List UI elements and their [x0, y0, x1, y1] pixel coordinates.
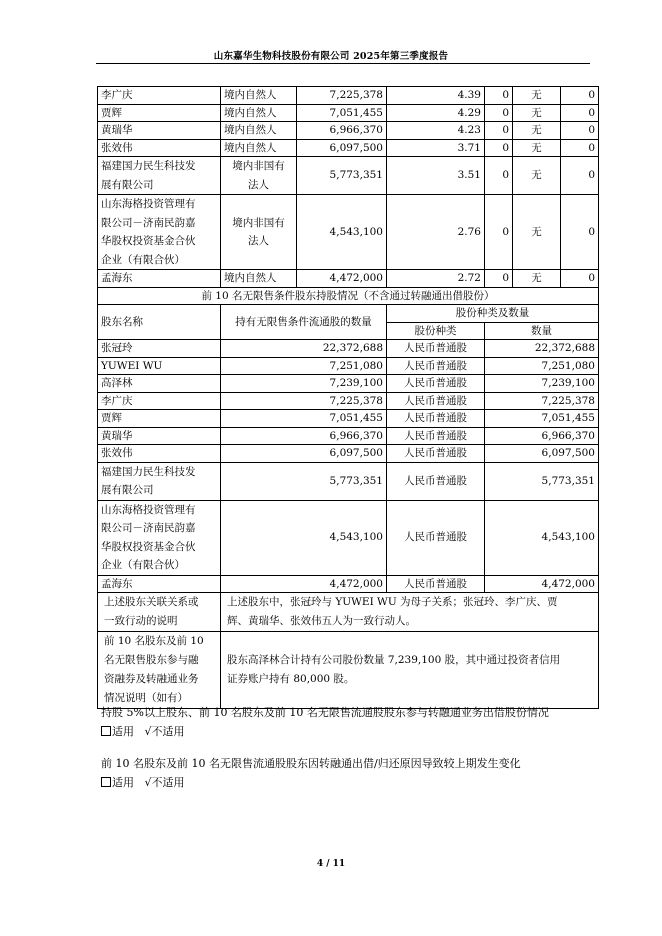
shareholder-nature: 境内自然人: [221, 104, 297, 122]
unrestricted-amount: 7,225,378: [221, 392, 387, 410]
table-row: [98, 195, 599, 270]
share-quantity: 22,372,688: [485, 340, 599, 358]
share-class: 人民币普通股: [387, 445, 485, 463]
col-head-shareholder-name: 股东名称: [98, 305, 221, 340]
text-line: 境内非国有: [232, 216, 285, 229]
text-line: 证券账户持有 80,000 股。: [227, 673, 355, 685]
unrestricted-amount: 7,051,455: [221, 410, 387, 428]
text-line: 山东海格投资管理有: [101, 503, 196, 516]
restricted-shares: 0: [485, 104, 513, 122]
text-line: 展有限公司: [101, 178, 154, 191]
shareholder-name: 贾辉: [98, 410, 221, 428]
pledged-shares: 0: [561, 87, 599, 105]
pledge-status: 无: [513, 104, 561, 122]
table-row: [98, 427, 599, 445]
lending-disclosure-options: [101, 722, 549, 741]
holding-ratio: 4.29: [387, 104, 485, 122]
shareholder-name: 李广庆: [98, 87, 221, 105]
restricted-shares: 0: [485, 122, 513, 140]
pledge-status: 无: [513, 122, 561, 140]
share-quantity: 7,239,100: [485, 375, 599, 393]
shares-held: 7,225,378: [297, 87, 387, 105]
unrestricted-amount: 6,966,370: [221, 427, 387, 445]
table-row: [98, 500, 599, 575]
margin-trading-label: [98, 632, 221, 709]
shareholder-table: [97, 86, 599, 709]
table-row: [98, 445, 599, 463]
lending-change-disclosure: [101, 754, 521, 792]
text-line: 华股权投资基金合伙: [101, 540, 196, 553]
table-row: [98, 462, 599, 500]
lending-change-options: [101, 773, 521, 792]
holding-ratio: 4.39: [387, 87, 485, 105]
text-line: 情况说明（如有）: [104, 692, 188, 704]
table-row: [98, 270, 599, 288]
holding-ratio: 3.51: [387, 157, 485, 195]
unrestricted-section-title: 前 10 名无限售条件股东持股情况（不含通过转融通出借股份）: [98, 287, 599, 305]
pledge-status: 无: [513, 87, 561, 105]
text-line: 辉、黄瑞华、张效伟五人为一致行动人。: [227, 615, 416, 627]
shareholder-name: 贾辉: [98, 104, 221, 122]
share-quantity: 5,773,351: [485, 462, 599, 500]
pledged-shares: 0: [561, 270, 599, 288]
text-line: 限公司－济南民韵嘉: [101, 522, 196, 534]
text-line: 股东高泽林合计持有公司股份数量 7,239,100 股，其中通过投资者信用: [227, 654, 561, 666]
unrestricted-shareholders-section: [98, 287, 599, 340]
text-line: 上述股东中，张冠玲与 YUWEI WU 为母子关系；张冠玲、李广庆、贾: [227, 596, 558, 608]
holding-ratio: 3.71: [387, 139, 485, 157]
share-class: 人民币普通股: [387, 500, 485, 575]
table-row: [98, 375, 599, 393]
share-quantity: 6,097,500: [485, 445, 599, 463]
text-line: 山东海格投资管理有: [101, 198, 196, 210]
pledge-status: 无: [513, 195, 561, 270]
share-class: 人民币普通股: [387, 392, 485, 410]
shareholder-nature: [221, 195, 297, 270]
restricted-shares: 0: [485, 270, 513, 288]
share-quantity: 6,966,370: [485, 427, 599, 445]
text-line: 资融券及转融通业务: [104, 673, 199, 685]
pledge-status: 无: [513, 157, 561, 195]
share-quantity: 4,543,100: [485, 500, 599, 575]
text-line: 企业（有限合伙）: [101, 253, 185, 266]
margin-trading-text: [221, 632, 599, 709]
text-line: 前 10 名股东及前 10: [104, 635, 204, 647]
share-class: 人民币普通股: [387, 410, 485, 428]
shareholder-name: 李广庆: [98, 392, 221, 410]
text-line: 一致行动的说明: [104, 615, 178, 627]
relation-text: [221, 593, 599, 632]
shareholder-name: 孟海东: [98, 575, 221, 593]
pledged-shares: 0: [561, 104, 599, 122]
shareholder-name: [98, 157, 221, 195]
unrestricted-amount: 6,097,500: [221, 445, 387, 463]
text-line: 限公司－济南民韵嘉: [101, 216, 196, 229]
unrestricted-rows: [98, 340, 599, 593]
restricted-shares: 0: [485, 157, 513, 195]
col-head-unrestricted-amount: 持有无限售条件流通股的数量: [221, 305, 387, 340]
checkbox-icon: [101, 777, 111, 787]
share-class: 人民币普通股: [387, 375, 485, 393]
report-header: 山东嘉华生物科技股份有限公司 2025年第三季度报告: [213, 51, 449, 62]
col-head-share-class: 股份种类: [387, 322, 485, 340]
shareholder-name: [98, 195, 221, 270]
shareholder-nature: 境内自然人: [221, 270, 297, 288]
lending-disclosure-title: 持股 5%以上股东、前 10 名股东及前 10 名无限售流通股股东参与转融通业务出借股份情况: [101, 706, 549, 719]
shareholder-name: 高泽林: [98, 375, 221, 393]
checkbox-icon: [101, 726, 111, 736]
relation-label: [98, 593, 221, 632]
share-class: 人民币普通股: [387, 340, 485, 358]
header-divider: [96, 63, 590, 64]
col-head-share-quantity: 数量: [485, 322, 599, 340]
shareholder-name: YUWEI WU: [98, 357, 221, 375]
holding-ratio: 2.72: [387, 270, 485, 288]
page-number: 4 / 11: [316, 859, 346, 869]
share-class: 人民币普通股: [387, 462, 485, 500]
table-row: [98, 410, 599, 428]
table-row: [98, 340, 599, 358]
shareholder-nature: [221, 157, 297, 195]
unrestricted-amount: 7,251,080: [221, 357, 387, 375]
shareholder-name: 张效伟: [98, 139, 221, 157]
lending-change-title: 前 10 名股东及前 10 名无限售流通股股东因转融通出借/归还原因导致较上期发生变化: [101, 757, 521, 770]
unrestricted-amount: 5,773,351: [221, 462, 387, 500]
col-head-share-class-group: 股份种类及数量: [387, 305, 599, 323]
shareholder-name: 黄瑞华: [98, 427, 221, 445]
unrestricted-amount: 22,372,688: [221, 340, 387, 358]
unrestricted-amount: 7,239,100: [221, 375, 387, 393]
shares-held: 4,543,100: [297, 195, 387, 270]
pledge-status: 无: [513, 270, 561, 288]
shareholder-name: [98, 462, 221, 500]
pledge-status: 无: [513, 139, 561, 157]
text-line: 福建国力民生科技发: [101, 465, 196, 478]
restricted-shares: 0: [485, 139, 513, 157]
shareholder-name: 孟海东: [98, 270, 221, 288]
holding-ratio: 2.76: [387, 195, 485, 270]
text-line: 法人: [248, 178, 269, 191]
shareholder-nature: 境内自然人: [221, 87, 297, 105]
unrestricted-amount: 4,543,100: [221, 500, 387, 575]
shareholder-nature: 境内自然人: [221, 122, 297, 140]
restricted-shares: 0: [485, 195, 513, 270]
shares-held: 6,097,500: [297, 139, 387, 157]
text-line: 华股权投资基金合伙: [101, 235, 196, 247]
table-row: [98, 392, 599, 410]
option-not-applicable: √不适用: [144, 776, 185, 789]
table-row: [98, 357, 599, 375]
text-line: 境内非国有: [232, 160, 285, 172]
holding-ratio: 4.23: [387, 122, 485, 140]
text-line: 展有限公司: [101, 484, 154, 496]
top10-shareholders-section: [98, 87, 599, 288]
notes-section: [98, 593, 599, 709]
table-row: [98, 87, 599, 105]
table-row: [98, 157, 599, 195]
share-class: 人民币普通股: [387, 575, 485, 593]
pledged-shares: 0: [561, 139, 599, 157]
option-applicable: 适用: [112, 776, 134, 789]
unrestricted-amount: 4,472,000: [221, 575, 387, 593]
text-line: 名无限售股东参与融: [104, 654, 199, 666]
text-line: 福建国力民生科技发: [101, 160, 196, 172]
pledged-shares: 0: [561, 157, 599, 195]
text-line: 上述股东关联关系或: [104, 596, 199, 608]
shares-held: 4,472,000: [297, 270, 387, 288]
share-class: 人民币普通股: [387, 357, 485, 375]
table-row: [98, 139, 599, 157]
lending-disclosure: [101, 703, 549, 741]
shareholder-name: 黄瑞华: [98, 122, 221, 140]
pledged-shares: 0: [561, 122, 599, 140]
shares-held: 7,051,455: [297, 104, 387, 122]
shareholder-name: 张效伟: [98, 445, 221, 463]
shares-held: 6,966,370: [297, 122, 387, 140]
table-row: [98, 575, 599, 593]
shares-held: 5,773,351: [297, 157, 387, 195]
pledged-shares: 0: [561, 195, 599, 270]
option-not-applicable: √不适用: [144, 725, 185, 738]
share-quantity: 4,472,000: [485, 575, 599, 593]
restricted-shares: 0: [485, 87, 513, 105]
shareholder-name: 张冠玲: [98, 340, 221, 358]
text-line: 法人: [248, 235, 269, 247]
option-applicable: 适用: [112, 725, 134, 738]
shareholder-nature: 境内自然人: [221, 139, 297, 157]
share-quantity: 7,251,080: [485, 357, 599, 375]
share-quantity: 7,051,455: [485, 410, 599, 428]
shareholder-name: [98, 500, 221, 575]
share-quantity: 7,225,378: [485, 392, 599, 410]
share-class: 人民币普通股: [387, 427, 485, 445]
table-row: [98, 122, 599, 140]
table-row: [98, 104, 599, 122]
text-line: 企业（有限合伙）: [101, 559, 185, 571]
